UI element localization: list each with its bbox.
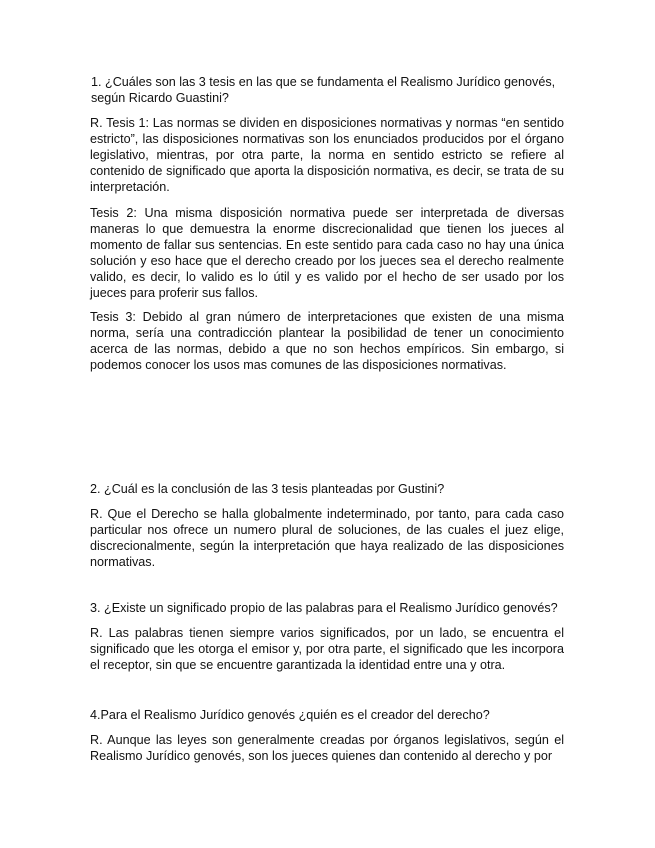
question-3: 3. ¿Existe un significado propio de las palabras para el Realismo Jurídico genovés? (90, 601, 558, 615)
answer-1-tesis-3: Tesis 3: Debido al gran número de interpretaciones que existen de una misma norma, sería una contradicción plantear la posibilidad de tener un conocimiento acerca de las normas, debido a que no son hechos empíricos. Sin embargo, si podemos conocer los usos mas comunes de las disposiciones normativas. (90, 310, 564, 372)
answer-3: R. Las palabras tienen siempre varios significados, por un lado, se encuentra el significado que les otorga el emisor y, por otra parte, el significado que les incorpora el receptor, sin que se encuentre garantizada la identidad entre una y otra. (90, 626, 564, 672)
question-4: 4.Para el Realismo Jurídico genovés ¿quién es el creador del derecho? (90, 708, 490, 722)
answer-4: R. Aunque las leyes son generalmente creadas por órganos legislativos, según el Realismo Jurídico genovés, son los jueces quienes dan contenido al derecho y por (90, 733, 564, 763)
question-2: 2. ¿Cuál es la conclusión de las 3 tesis planteadas por Gustini? (90, 482, 445, 496)
question-1: 1. ¿Cuáles son las 3 tesis en las que se fundamenta el Realismo Jurídico genovés, según Ricardo Guastini? (91, 75, 556, 105)
answer-1-tesis-2: Tesis 2: Una misma disposición normativa puede ser interpretada de diversas maneras lo que demuestra la enorme discrecionalidad que tienen los jueces al momento de fallar sus sentencias. En este sentido para cada caso no hay una única solución y eso hace que el derecho creado por los jueces sea el derecho realmente valido, es decir, lo valido es lo útil y es valido por el hecho de ser usado por los jueces para proferir sus fallos. (90, 206, 564, 300)
answer-1-tesis-1: R. Tesis 1: Las normas se dividen en disposiciones normativas y normas “en sentido estricto”, las disposiciones normativas son los enunciados producidos por el órgano legislativo, mientras, por otra parte, la norma en sentido estricto se refiere al contenido de significado que aporta la disposición normativa, es decir, se trata de su interpretación. (90, 116, 564, 194)
answer-2: R. Que el Derecho se halla globalmente indeterminado, por tanto, para cada caso particular nos ofrece un numero plural de soluciones, de las cuales el juez elige, discrecionalmente, según la interpretación que haya realizado de las disposiciones normativas. (90, 507, 564, 569)
